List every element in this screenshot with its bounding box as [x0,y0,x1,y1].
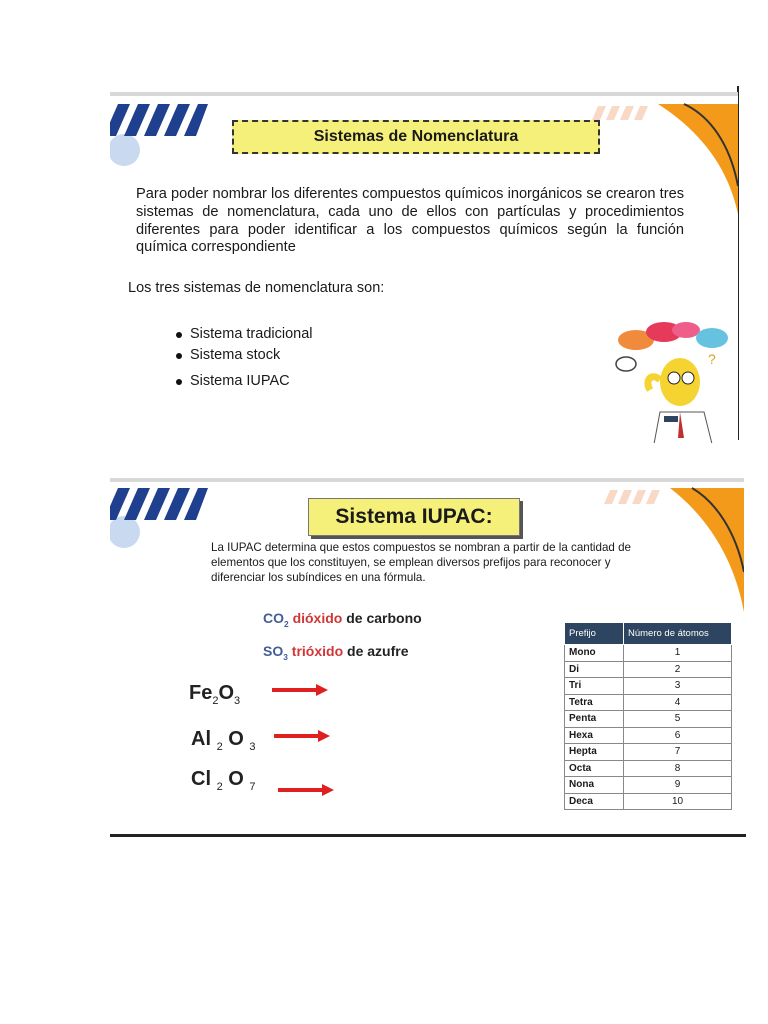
table-row: Di 2 [565,661,732,678]
example-co2: $CO_2$ dióxido de carbono [263,610,422,629]
formula-al2o3: Al $_2$ O $_3$ [191,728,256,753]
arrow-icon [272,728,332,744]
svg-text:?: ? [708,351,716,367]
table-row: Tri 3 [565,678,732,695]
systems-intro: Los tres sistemas de nomenclatura son: [128,280,385,296]
table-row: Nona 9 [565,777,732,794]
blue-stripes-decoration [110,96,220,176]
systems-list [176,326,313,394]
column-header: Número de átomos [624,623,732,645]
formula-cl2o7: Cl $_2$ O $_7$ [191,768,256,793]
formula-fe2o3: $Fe_2O_3$ [189,682,241,707]
arrow-icon [270,682,330,698]
column-header: Prefijo [565,623,624,645]
thinking-character-illustration [608,320,734,443]
list-item: Sistema tradicional [176,326,313,347]
table-row: Octa 8 [565,760,732,777]
slide-title: Sistemas de Nomenclatura [232,120,600,154]
arrow-icon [276,782,336,798]
slide-nomenclatura [110,92,738,443]
table-row: Tetra 4 [565,694,732,711]
slide-iupac [110,478,744,838]
slide-title: Sistema IUPAC: [308,498,520,536]
example-so3: $SO_3$ trióxido de azufre [263,643,409,662]
page-divider-bottom [110,834,746,837]
iupac-paragraph: La IUPAC determina que estos compuestos se nombran a partir de la cantidad de elementos que los constituyen, se emplean diversos prefijos para reconocer y diferenciar los subíndices en una fórmula. [211,541,631,585]
table-row: Hepta 7 [565,744,732,761]
table-row: Mono 1 [565,645,732,662]
table-row: Hexa 6 [565,727,732,744]
list-item: Sistema IUPAC [176,373,313,394]
prefix-table [564,622,732,810]
blue-stripes-decoration [110,482,220,562]
table-row: Penta 5 [565,711,732,728]
intro-paragraph: Para poder nombrar los diferentes compuestos químicos inorgánicos se crearon tres sistemas de nomenclatura, cada uno de ellos con partículas y procedimientos diferentes para poder identificar a los compuestos químicos según la función química correspondiente [136,186,684,256]
list-item: Sistema stock [176,347,313,368]
table-row: Deca 10 [565,793,732,810]
